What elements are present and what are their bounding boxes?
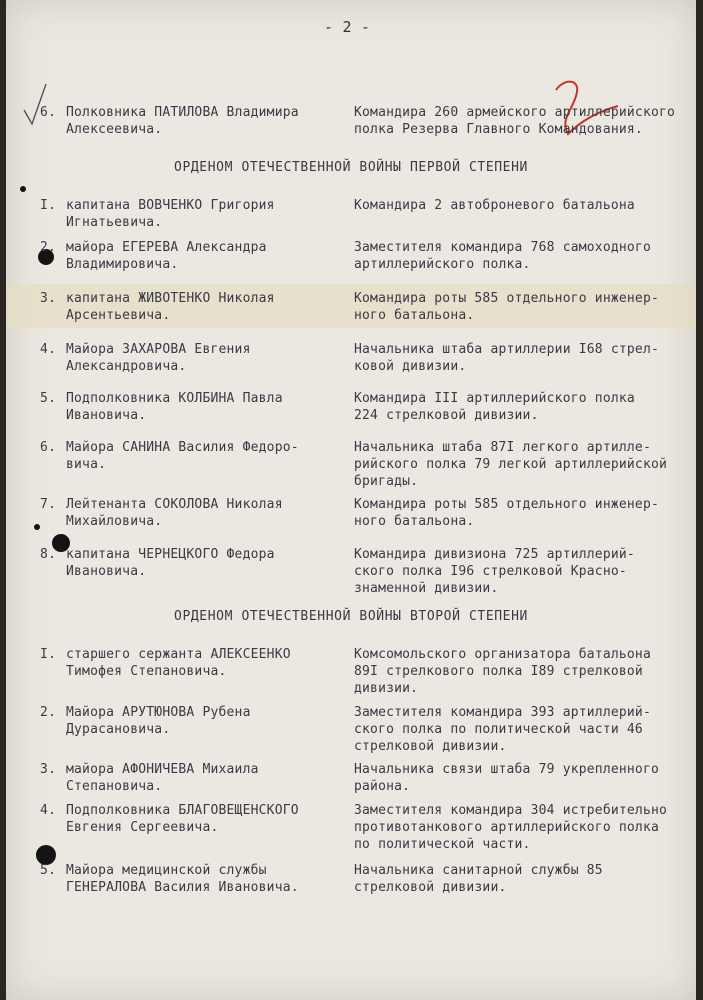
recipient-name: 3. майора АФОНИЧЕВА Михаила Степановича. xyxy=(40,762,259,794)
recipient-position: Заместителя командира 768 самоходного артиллерийского полка. xyxy=(354,240,651,272)
recipient-position: Заместителя командира 393 артиллерий- ского полка по политической части 46 стрелковой дивизии. xyxy=(354,705,651,754)
recipient-name: 3. капитана ЖИВОТЕНКО Николая Арсентьевича. xyxy=(40,291,275,323)
recipient-name: I. старшего сержанта АЛЕКСЕЕНКО Тимофея Степановича. xyxy=(40,647,291,679)
recipient-position: Заместителя командира 304 истребительно противотанкового артиллерийского полка по политической части. xyxy=(354,803,668,852)
recipient-name: 2. майора ЕГЕРЕВА Александра Владимировича. xyxy=(40,240,267,272)
recipient-position: Комсомольского организатора батальона 89I стрелкового полка I89 стрелковой дивизии. xyxy=(354,647,651,696)
page-number: - 2 - xyxy=(324,18,371,36)
recipient-position: Начальника связи штаба 79 укрепленного района. xyxy=(354,762,660,794)
recipient-name: 4. Подполковника БЛАГОВЕЩЕНСКОГО Евгения Сергеевича. xyxy=(40,803,299,835)
recipient-position: Начальника санитарной службы 85 стрелковой дивизии. xyxy=(354,863,603,895)
section-heading-first-degree: ОРДЕНОМ ОТЕЧЕСТВЕННОЙ ВОЙНЫ ПЕРВОЙ СТЕПЕНИ xyxy=(174,160,528,175)
recipient-name: 4. Майора ЗАХАРОВА Евгения Александровича. xyxy=(40,342,251,374)
recipient-name: 6. Полковника ПАТИЛОВА Владимира Алексеевича. xyxy=(40,105,299,137)
recipient-position: Командира 260 армейского артиллерийского полка Резерва Главного Командования. xyxy=(354,105,676,137)
document-page xyxy=(6,0,696,1000)
recipient-name: I. капитана ВОВЧЕНКО Григория Игнатьевича. xyxy=(40,198,275,230)
recipient-position: Командира 2 автоброневого батальона xyxy=(354,198,635,213)
recipient-position: Командира роты 585 отдельного инженер- ного батальона. xyxy=(354,291,660,323)
recipient-position: Командира III артиллерийского полка 224 стрелковой дивизии. xyxy=(354,391,635,423)
recipient-position: Начальника штаба артиллерии I68 стрел- ковой дивизии. xyxy=(354,342,660,374)
recipient-name: 2. Майора АРУТЮНОВА Рубена Дурасановича. xyxy=(40,705,251,737)
recipient-position: Начальника штаба 87I легкого артилле- рийского полка 79 легкой артиллерийской бригады. xyxy=(354,440,668,489)
punch-hole xyxy=(20,186,26,192)
recipient-position: Командира дивизиона 725 артиллерий- ского полка I96 стрелковой Красно- знаменной дивизии. xyxy=(354,547,635,596)
recipient-position: Командира роты 585 отдельного инженер- ного батальона. xyxy=(354,497,660,529)
recipient-name: 5. Майора медицинской службы ГЕНЕРАЛОВА Василия Ивановича. xyxy=(40,863,299,895)
recipient-name: 8. капитана ЧЕРНЕЦКОГО Федора Ивановича. xyxy=(40,547,275,579)
recipient-name: 5. Подполковника КОЛБИНА Павла Ивановича. xyxy=(40,391,283,423)
section-heading-second-degree: ОРДЕНОМ ОТЕЧЕСТВЕННОЙ ВОЙНЫ ВТОРОЙ СТЕПЕНИ xyxy=(174,609,528,624)
recipient-name: 6. Майора САНИНА Василия Федоро- вича. xyxy=(40,440,299,472)
recipient-name: 7. Лейтенанта СОКОЛОВА Николая Михайловича. xyxy=(40,497,283,529)
